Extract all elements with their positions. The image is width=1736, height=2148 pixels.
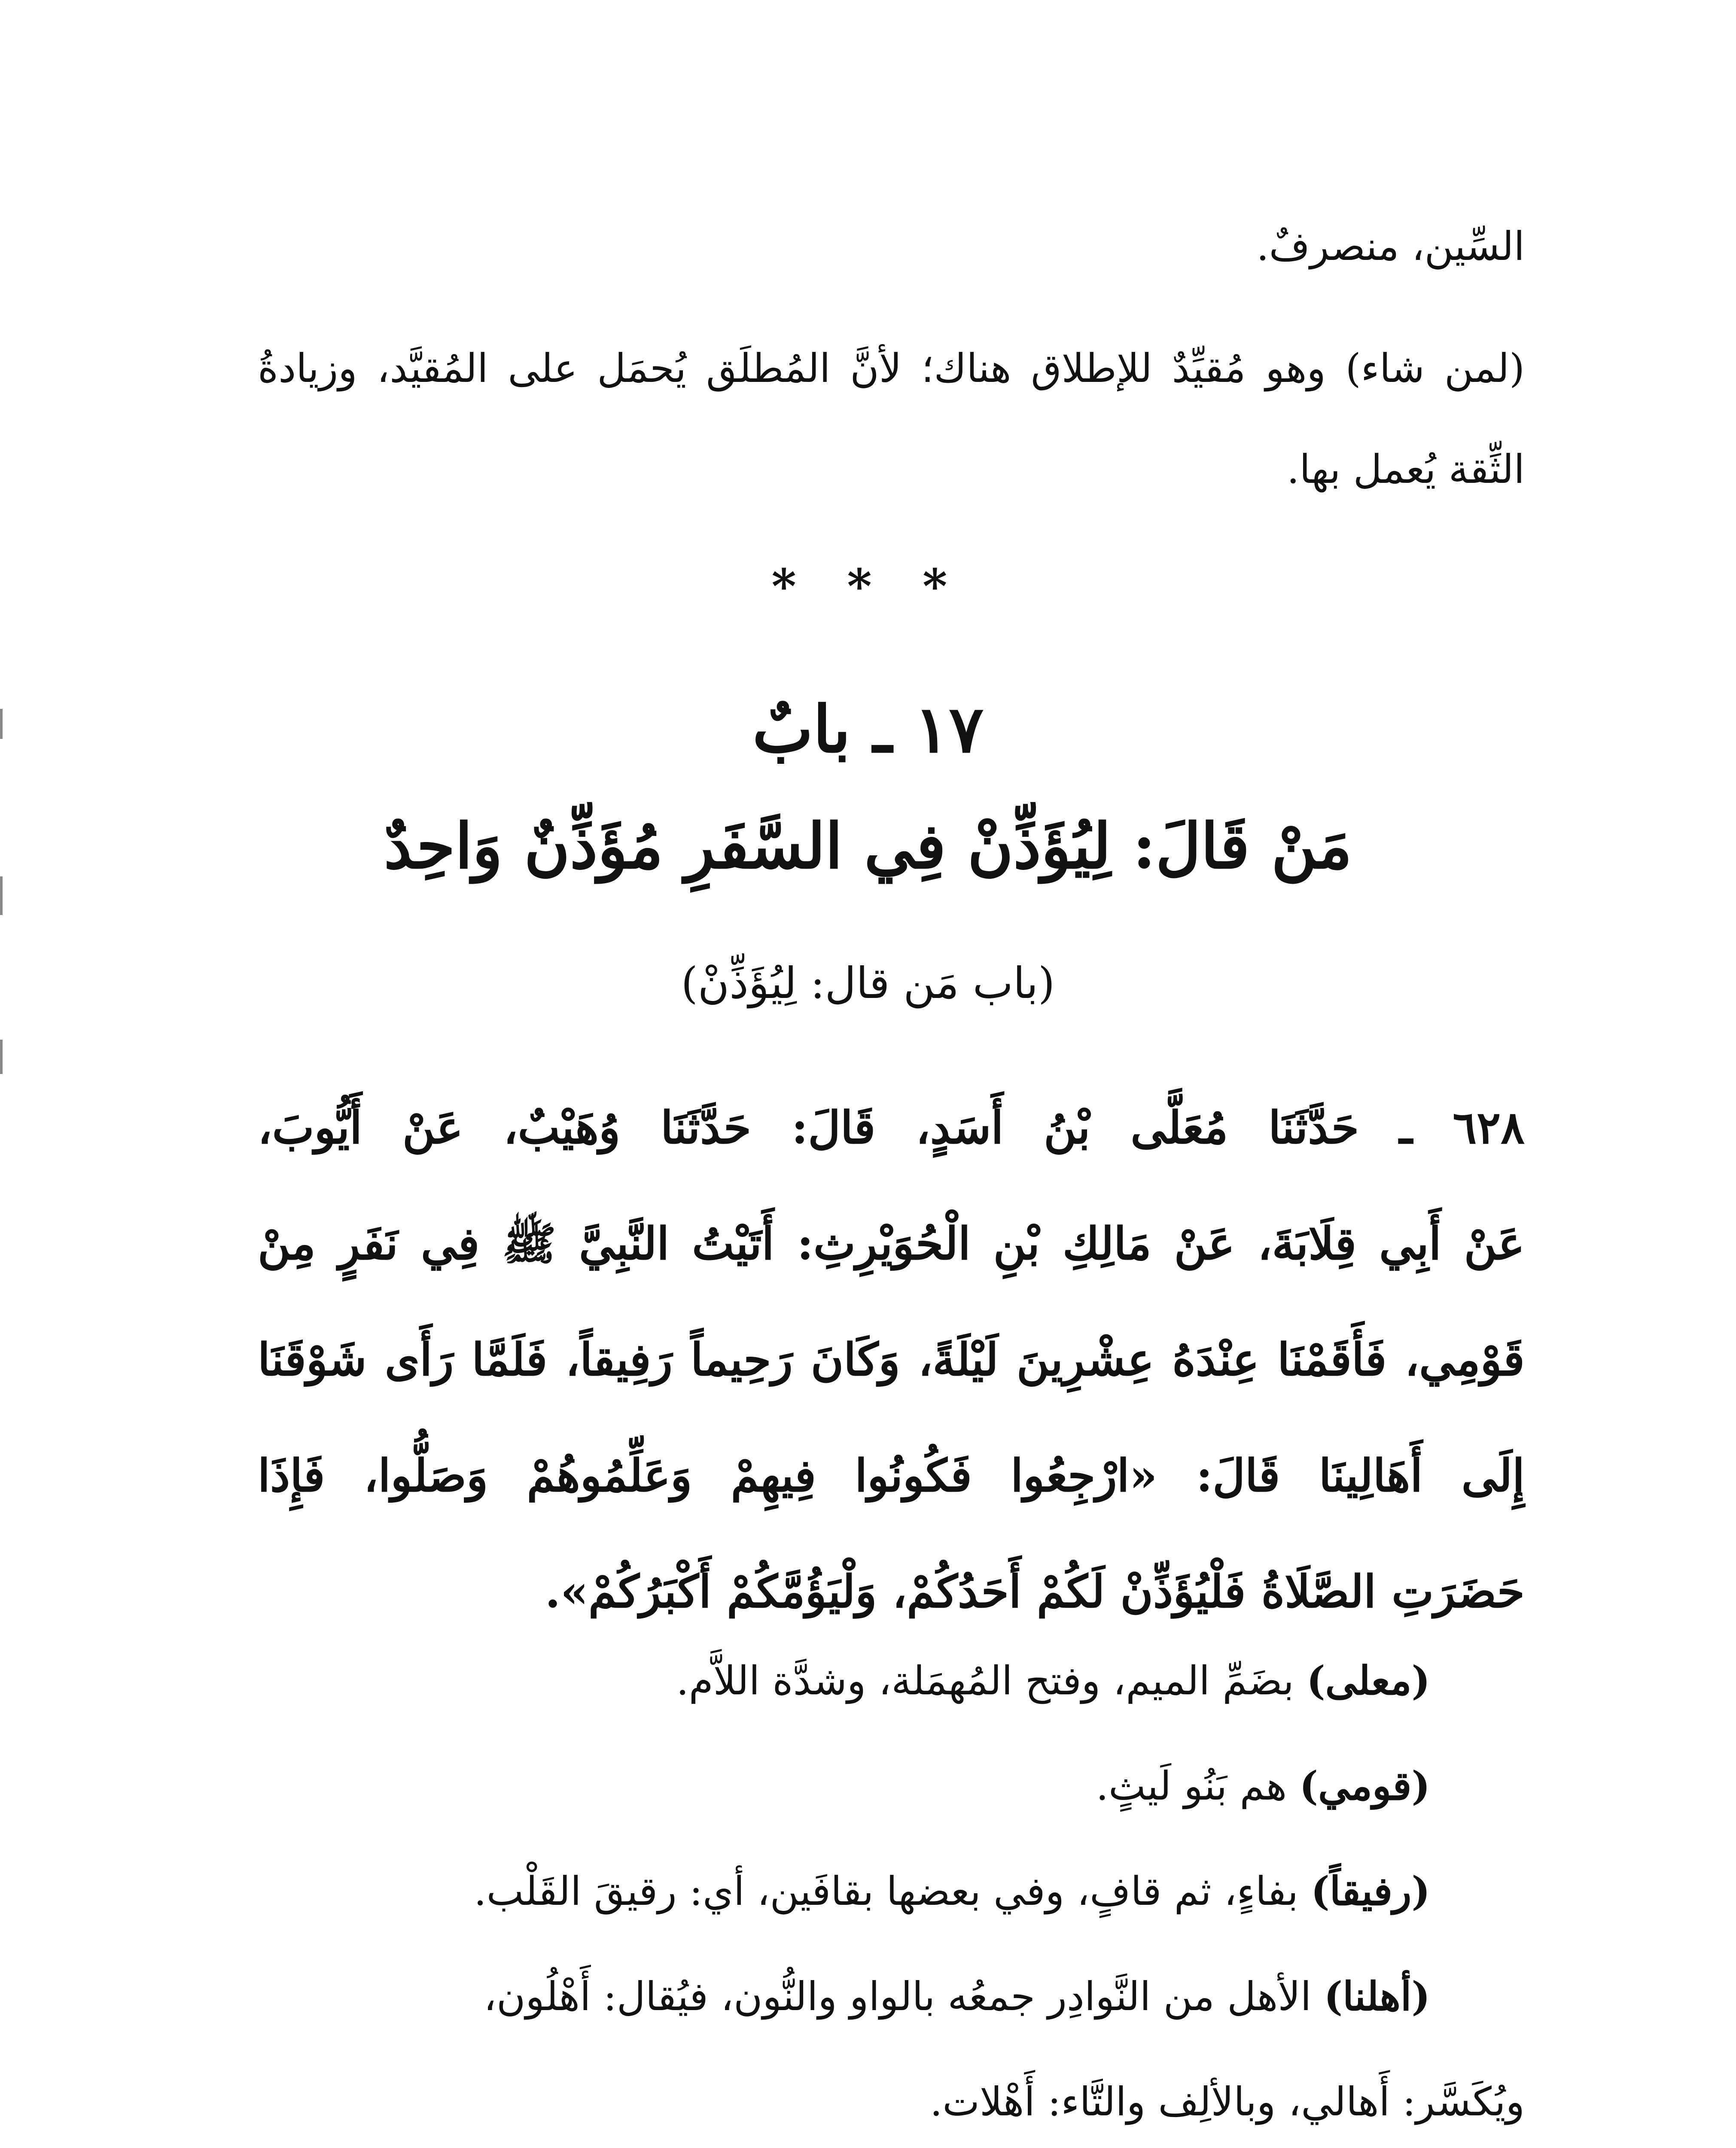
scan-edge-mark bbox=[0, 1040, 3, 1074]
scan-edge-mark bbox=[0, 709, 3, 739]
note-term: (قومي) bbox=[1299, 1763, 1430, 1809]
hadith-line: قَوْمِي، فَأَقَمْنَا عِنْدَهُ عِشْرِينَ لَيْلَةً، وَكَانَ رَحِيماً رَفِيقاً، فَلَمَّا رَأَى شَوْقَنَا bbox=[258, 1333, 1525, 1386]
hadith-line: إِلَى أَهَالِينَا قَالَ: «ارْجِعُوا فَكُونُوا فِيهِمْ وَعَلِّمُوهُمْ وَصَلُّوا، فَإِذَا bbox=[258, 1449, 1525, 1502]
chapter-title: مَنْ قَالَ: لِيُؤَذِّنْ فِي السَّفَرِ مُؤَذِّنٌ وَاحِدٌ bbox=[384, 810, 1352, 883]
commentary-text: (لمن شاء) وهو مُقيِّدٌ للإطلاق هناك؛ لأنَّ المُطلَق يُحمَل على المُقيَّد، وزيادةُ الثِّقة يُعمل بها. bbox=[258, 345, 1525, 492]
note-text: ويُكَسَّر: أَهالي، وبالألِف والتَّاء: أَهْلات. bbox=[930, 2079, 1525, 2125]
note-term: (معلى) bbox=[1307, 1657, 1430, 1704]
commentary-notes bbox=[258, 1628, 1525, 2148]
note-item bbox=[258, 2049, 1525, 2148]
commentary-line bbox=[258, 223, 1525, 269]
note-term: (أهلنا) bbox=[1324, 1973, 1430, 2020]
note-item bbox=[258, 1733, 1525, 1839]
hadith-line: عَنْ أَبِي قِلَابَةَ، عَنْ مَالِكِ بْنِ الْحُوَيْرِثِ: أَتَيْتُ النَّبِيَّ ﷺ فِي نَفَرٍ مِنْ bbox=[258, 1217, 1525, 1270]
commentary-text: السِّين، منصرفٌ. bbox=[1256, 223, 1525, 269]
scan-edge-mark bbox=[0, 876, 3, 915]
hadith-text bbox=[258, 1070, 1525, 1650]
note-text: بضَمِّ الميم، وفتح المُهمَلة، وشدَّة اللاَّم. bbox=[676, 1658, 1307, 1704]
note-text: بفاءٍ، ثم قافٍ، وفي بعضها بقافَين، أي: رقيقَ القَلْب. bbox=[474, 1868, 1311, 1914]
hadith-line: ٦٢٨ ـ حَدَّثَنَا مُعَلَّى بْنُ أَسَدٍ، قَالَ: حَدَّثَنَا وُهَيْبٌ، عَنْ أَيُّوبَ، bbox=[258, 1101, 1525, 1154]
commentary-paragraph bbox=[258, 318, 1525, 520]
note-text: هم بَنُو لَيثٍ. bbox=[1096, 1763, 1300, 1809]
note-item bbox=[258, 1944, 1525, 2049]
note-item bbox=[258, 1628, 1525, 1733]
chapter-number: ١٧ ـ بابٌ bbox=[752, 692, 984, 767]
note-text: الأهل من النَّوادِر جمعُه بالواو والنُّون، فيُقال: أَهْلُون، bbox=[484, 1974, 1324, 2020]
section-separator: * * * bbox=[771, 558, 965, 614]
hadith-line: حَضَرَتِ الصَّلَاةُ فَلْيُؤَذِّنْ لَكُمْ أَحَدُكُمْ، وَلْيَؤُمَّكُمْ أَكْبَرُكُمْ». bbox=[545, 1565, 1525, 1618]
chapter-gloss: (باب مَن قال: لِيُؤَذِّنْ) bbox=[681, 958, 1055, 1008]
note-term: (رفيقاً) bbox=[1311, 1868, 1430, 1914]
note-item bbox=[258, 1839, 1525, 1944]
